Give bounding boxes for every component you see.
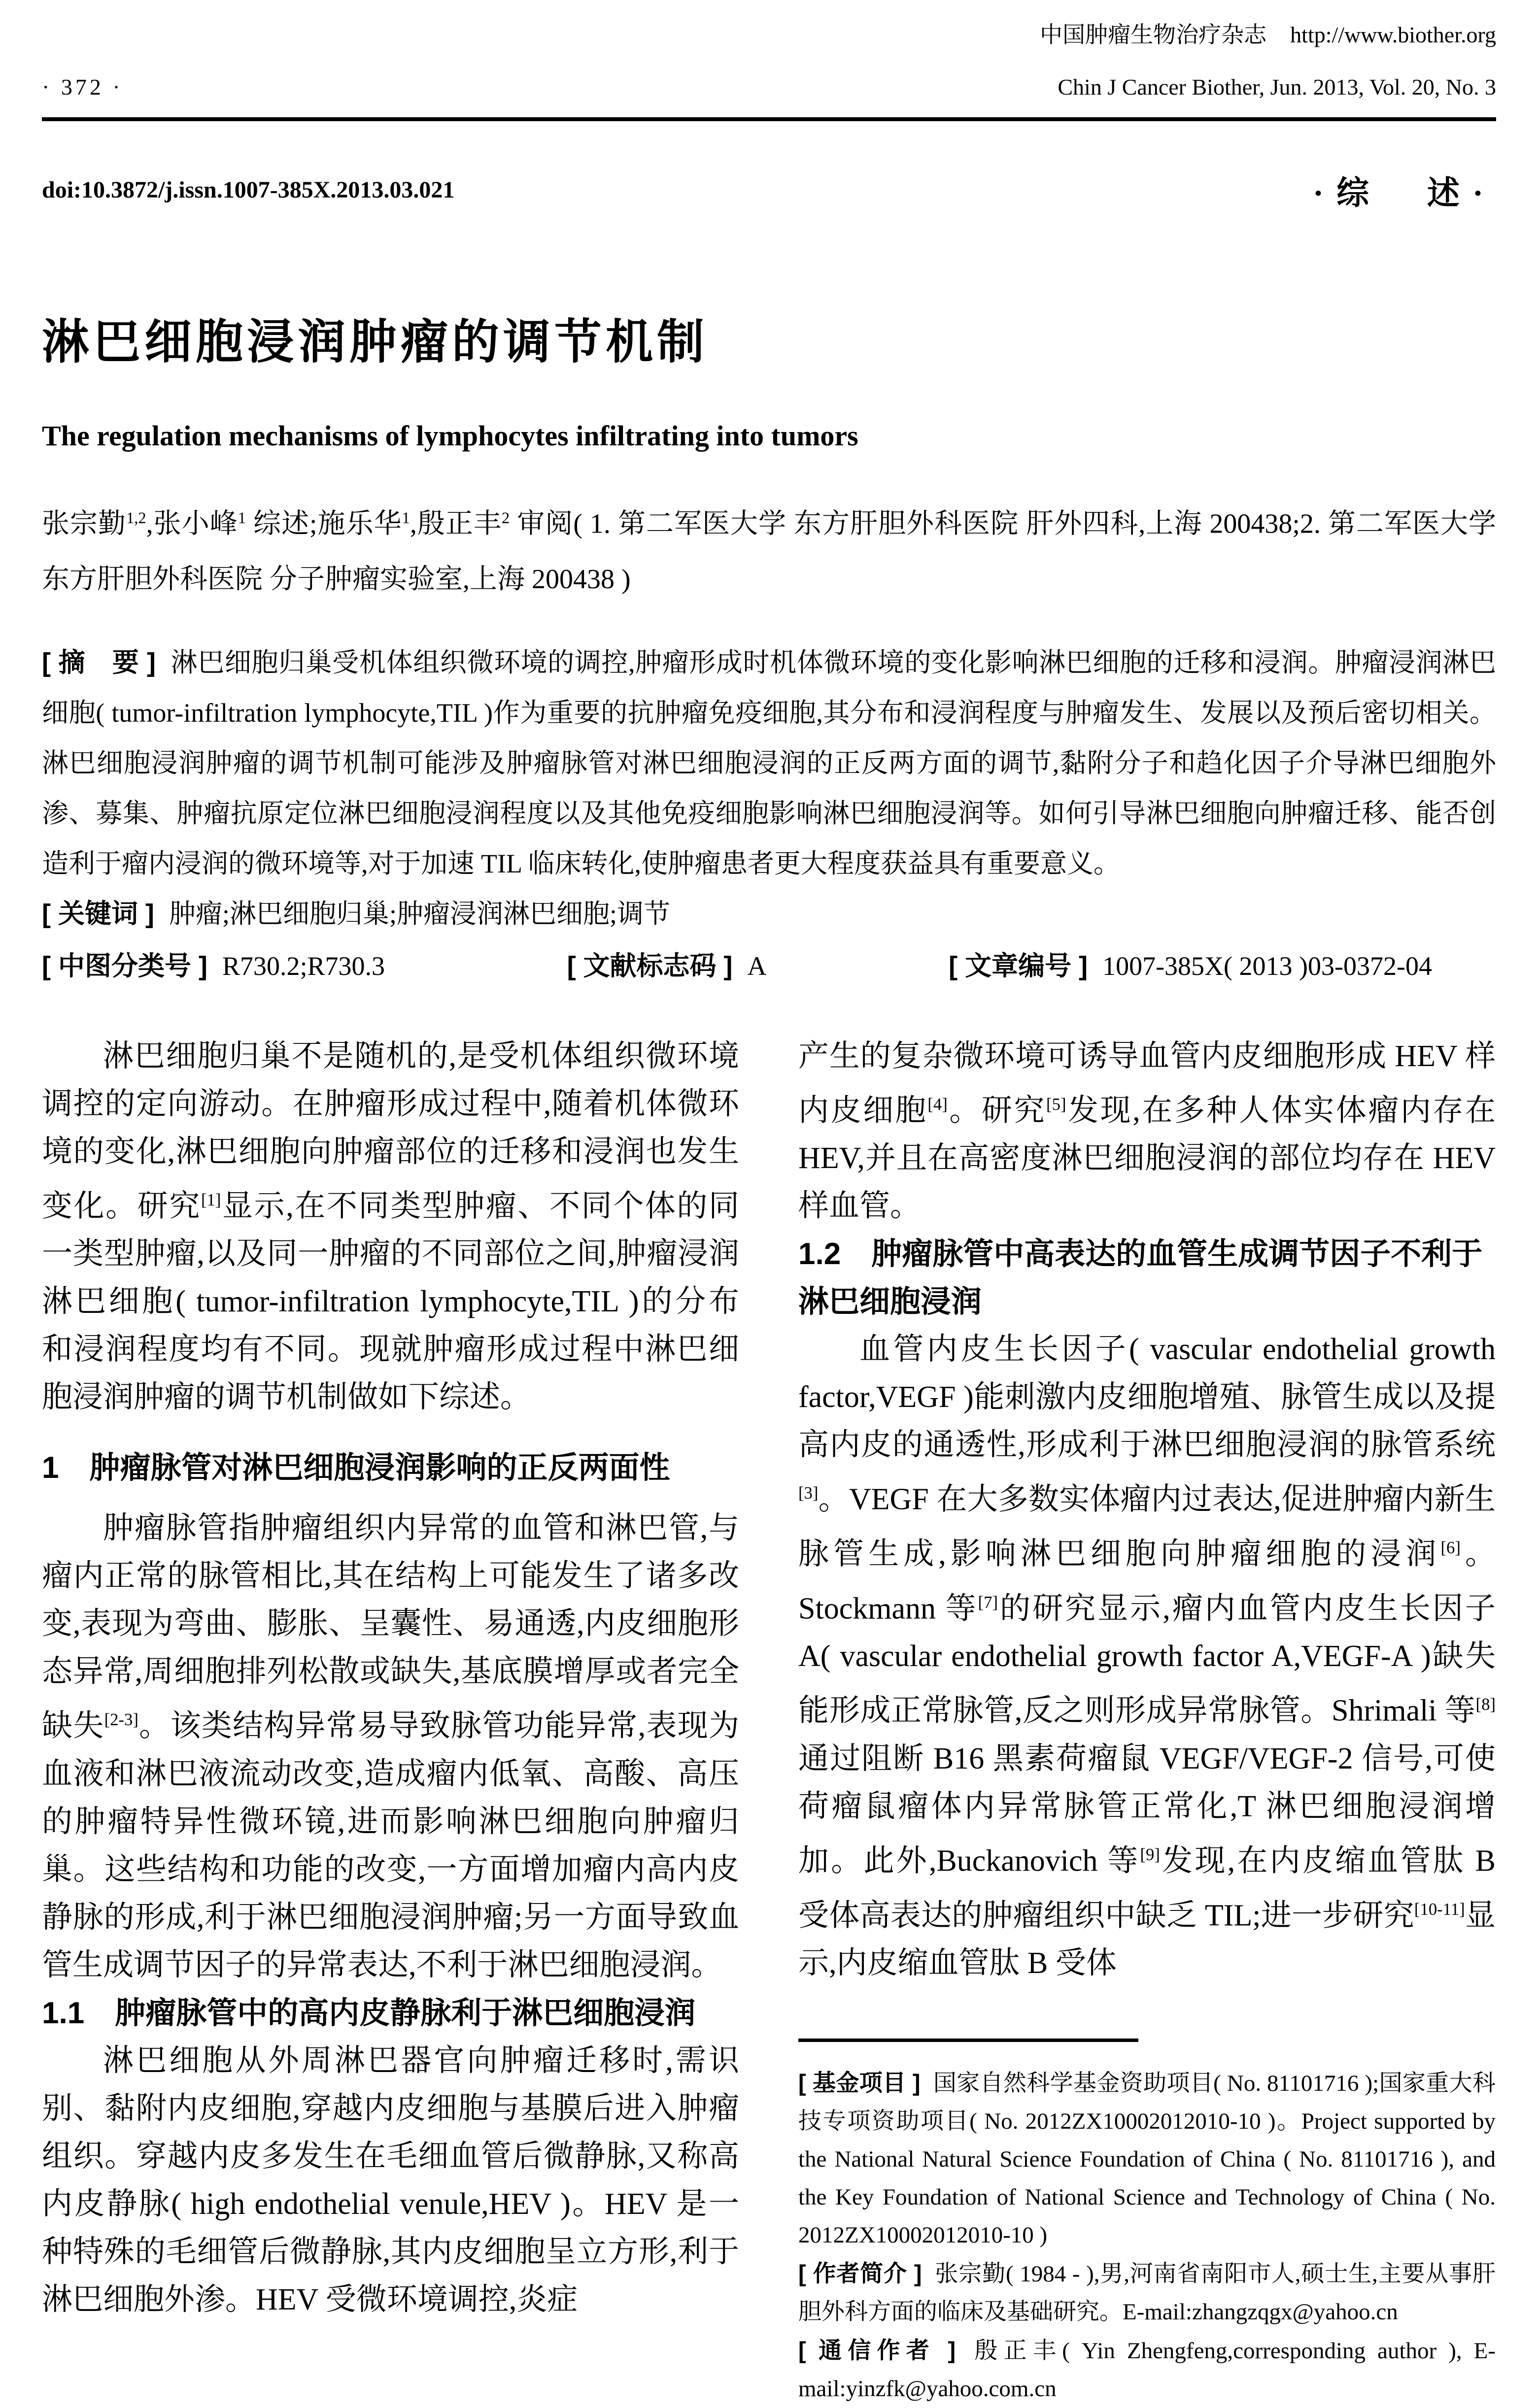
clc-entry (42, 941, 385, 991)
journal-masthead (42, 21, 1496, 49)
right-column (798, 1033, 1496, 2408)
keywords (42, 889, 1496, 939)
abstract-label: [ 摘 要 ] (42, 647, 156, 677)
body-paragraph: 淋巴细胞归巢不是随机的,是受机体组织微环境调控的定向游动。在肿瘤形成过程中,随着机体微环境的变化,淋巴细胞向肿瘤部位的迁移和浸润也发生变化。研究[1]显示,在不同类型肿瘤、不同个体的同一类型肿瘤,以及同一肿瘤的不同部位之间,肿瘤浸润淋巴细胞( tumor-infiltration lymphocyte,TIL )的分布和浸润程度均有不同。现就肿瘤形成过程中淋巴细胞浸润肿瘤的调节机制做如下综述。 (42, 1039, 739, 1414)
article-id-label: [ 文章编号 ] (949, 951, 1088, 981)
clc-label: [ 中图分类号 ] (42, 951, 207, 981)
article-title-cn: 淋巴细胞浸润肿瘤的调节机制 (42, 316, 708, 368)
abstract-text: 淋巴细胞归巢受机体组织微环境的调控,肿瘤形成时机体微环境的变化影响淋巴细胞的迁移和浸润。肿瘤浸润淋巴细胞( tumor-infiltration lymphocyte,TIL )作为重要的抗肿瘤免疫细胞,其分布和浸润程度与肿瘤发生、发展以及预后密切相关。淋巴细胞浸润肿瘤的调节机制可能涉及肿瘤脉管对淋巴细胞浸润的正反两方面的调节,黏附分子和趋化因子介导淋巴细胞外渗、募集、肿瘤抗原定位淋巴细胞浸润程度以及其他免疫细胞影响淋巴细胞浸润等。如何引导淋巴细胞向肿瘤迁移、能否创造利于瘤内浸润的微环境等,对于加速 TIL 临床转化,使肿瘤患者更大程度获益具有重要意义。 (42, 647, 1496, 878)
doc-code-entry (567, 941, 767, 991)
journal-citation-en: Chin J Cancer Biother, Jun. 2013, Vol. 20, No. 3 (1058, 74, 1496, 100)
keywords-text: 肿瘤;淋巴细胞归巢;肿瘤浸润淋巴细胞;调节 (169, 899, 670, 929)
abstract (42, 637, 1496, 889)
article-title-en: The regulation mechanisms of lymphocytes infiltrating into tumors (42, 420, 858, 452)
footnote-bio-text: 张宗勤( 1984 - ),男,河南省南阳市人,硕士生,主要从事肝胆外科方面的临床及基础研究。E-mail:zhangzqgx@yahoo.cn (798, 2261, 1496, 2325)
journal-url: http://www.biother.org (1290, 22, 1496, 47)
doi: doi:10.3872/j.issn.1007-385X.2013.03.021 (42, 177, 455, 203)
footnote-divider (798, 2039, 1138, 2042)
clc-value: R730.2;R730.3 (222, 951, 385, 981)
page-number: · 372 · (42, 74, 123, 100)
section-heading-1: 1 肿瘤脉管对淋巴细胞浸润影响的正反两面性 (42, 1451, 670, 1485)
footnote-fund-label: [ 基金项目 ] (798, 2070, 921, 2096)
doi-row (42, 167, 1496, 213)
article-id-value: 1007-385X( 2013 )03-0372-04 (1102, 951, 1432, 981)
footnote-corr-label: [ 通信作者 ] (798, 2337, 956, 2364)
footnote-bio-label: [ 作者简介 ] (798, 2260, 922, 2287)
classification-row (42, 941, 1496, 991)
authors-line: 张宗勤$^{1,2}$,张小峰$^1$ 综述;施乐华$^1$,殷正丰$^2$ 审阅( 1. 第二军医大学 东方肝胆外科医院 肝外四科,上海 200438;2. 第二军医大学 东方肝胆外科医院 分子肿瘤实验室,上海 200438 ) (42, 508, 1497, 595)
body-paragraph: 淋巴细胞从外周淋巴器官向肿瘤迁移时,需识别、黏附内皮细胞,穿越内皮细胞与基膜后进入肿瘤组织。穿越内皮多发生在毛细血管后微静脉,又称高内皮静脉( high endothelial venule,HEV )。HEV 是一种特殊的毛细管后微静脉,其内皮细胞呈立方形,利于淋巴细胞外渗。HEV 受微环境调控,炎症 (42, 2043, 739, 2316)
article-type-badge: ·综 述· (1312, 175, 1496, 211)
body-paragraph: 血管内皮生长因子( vascular endothelial growth factor,VEGF )能刺激内皮细胞增殖、脉管生成以及提高内皮的通透性,形成利于淋巴细胞浸润的脉管系统[3]。VEGF 在大多数实体瘤内过表达,促进肿瘤内新生脉管生成,影响淋巴细胞向肿瘤细胞的浸润[6]。Stockmann 等[7]的研究显示,瘤内血管内皮生长因子 A( vascular endothelial growth factor A,VEGF-A )缺失能形成正常脉管,反之则形成异常脉管。Shrimali 等[8]通过阻断 B16 黑素荷瘤鼠 VEGF/VEGF-2 信号,可使荷瘤鼠瘤体内异常脉管正常化,T 淋巴细胞浸润增加。此外,Buckanovich 等[9]发现,在内皮缩血管肽 B 受体高表达的肿瘤组织中缺乏 TIL;进一步研究[10-11]显示,内皮缩血管肽 B 受体 (798, 1333, 1496, 1980)
section-heading-1-2: 1.2 肿瘤脉管中高表达的血管生成调节因子不利于淋巴细胞浸润 (798, 1237, 1483, 1319)
header-divider (42, 117, 1496, 121)
left-column (42, 1033, 739, 2408)
article-id-entry (949, 941, 1432, 991)
body-paragraph: 肿瘤脉管指肿瘤组织内异常的血管和淋巴管,与瘤内正常的脉管相比,其在结构上可能发生了诸多改变,表现为弯曲、膨胀、呈囊性、易通透,内皮细胞形态异常,周细胞排列松散或缺失,基底膜增厚或者完全缺失[2-3]。该类结构异常易导致脉管功能异常,表现为血液和淋巴液流动改变,造成瘤内低氧、高酸、高压的肿瘤特异性微环镜,进而影响淋巴细胞向肿瘤归巢。这些结构和功能的改变,一方面增加瘤内高内皮静脉的形成,利于淋巴细胞浸润肿瘤;另一方面导致血管生成调节因子的异常表达,不利于淋巴细胞浸润。 (42, 1511, 739, 1982)
footnote-fund-text: 国家自然科学基金资助项目( No. 81101716 );国家重大科技专项资助项目( No. 2012ZX10002012010-10 )。Project supported by the National Natural Science Foundation of China ( No. 81101716 ), and the Key Foundation of National Science and Technology of China ( No. 2012ZX10002012010-10 ) (798, 2071, 1496, 2248)
footnote-corr-text: 殷正丰( Yin Zhengfeng,corresponding author ), E-mail:yinzfk@yahoo.com.cn (798, 2338, 1496, 2402)
footnote-bio (798, 2254, 1496, 2331)
doc-code-value: A (747, 951, 767, 981)
body-paragraph: 产生的复杂微环境可诱导血管内皮细胞形成 HEV 样内皮细胞[4]。研究[5]发现,在多种人体实体瘤内存在 HEV,并且在高密度淋巴细胞浸润的部位均存在 HEV 样血管。 (798, 1039, 1496, 1223)
footnote-fund (798, 2064, 1496, 2254)
page-header (42, 21, 1496, 101)
footnotes (798, 2039, 1496, 2408)
section-heading-1-1: 1.1 肿瘤脉管中的高内皮静脉利于淋巴细胞浸润 (42, 1996, 696, 2030)
footnote-corr (798, 2331, 1496, 2408)
journal-name-cn: 中国肿瘤生物治疗杂志 (1040, 22, 1267, 47)
body-columns (42, 1033, 1496, 2408)
running-head (42, 73, 1496, 101)
keywords-label: [ 关键词 ] (42, 899, 154, 929)
doc-code-label: [ 文献标志码 ] (567, 951, 733, 981)
